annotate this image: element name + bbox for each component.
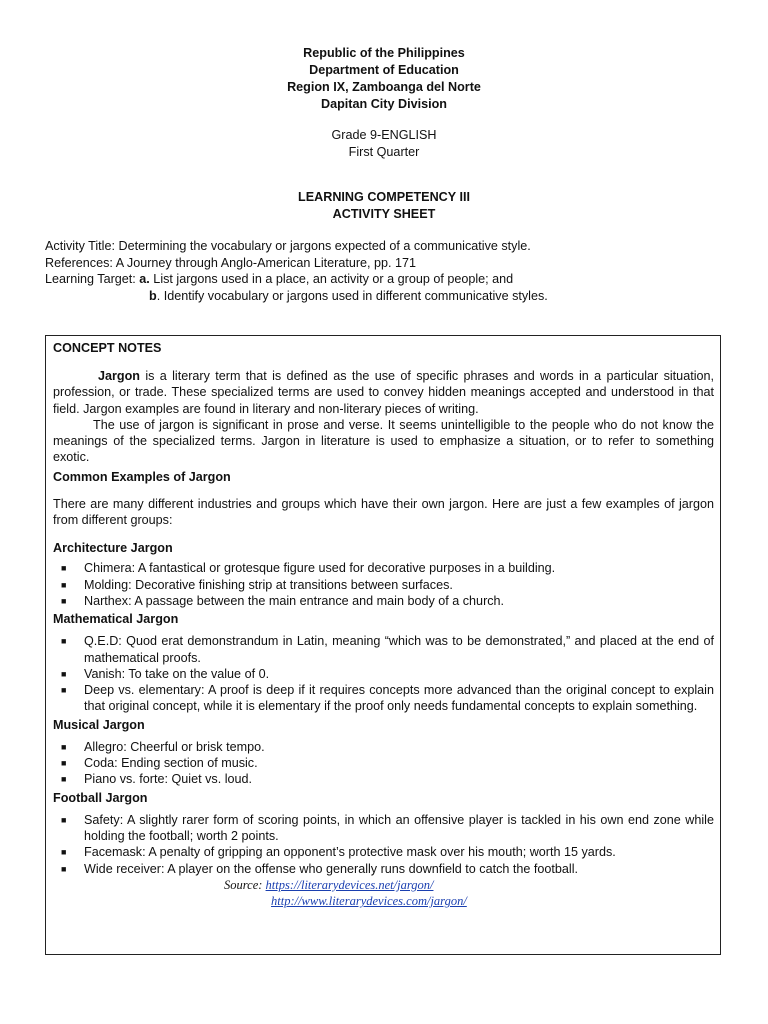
list-item-text: Coda: Ending section of music. bbox=[84, 756, 258, 771]
football-jargon-list bbox=[53, 812, 714, 877]
bullet-icon: ■ bbox=[61, 579, 67, 590]
activity-meta bbox=[45, 238, 745, 304]
learning-target-a bbox=[45, 271, 745, 288]
list-item bbox=[53, 666, 714, 682]
jargon-term: Jargon bbox=[98, 369, 140, 383]
references: References: A Journey through Anglo-American Literature, pp. 171 bbox=[45, 255, 417, 270]
list-item-text: Allegro: Cheerful or brisk tempo. bbox=[84, 739, 265, 754]
list-item bbox=[53, 861, 714, 877]
target-b-marker: b bbox=[149, 288, 157, 303]
bullet-icon: ■ bbox=[61, 563, 67, 574]
list-item bbox=[53, 755, 714, 771]
list-item-text: Deep vs. elementary: A proof is deep if it requires concepts more advanced than the original concept to explain that original concept, while it is elementary if the proof only needs fundamental concepts to explain something. bbox=[84, 683, 714, 714]
architecture-jargon-list bbox=[53, 560, 714, 609]
list-item bbox=[53, 593, 714, 609]
bullet-icon: ■ bbox=[61, 863, 67, 874]
header-department: Department of Education bbox=[309, 63, 459, 77]
activity-title: Activity Title: Determining the vocabulary or jargons expected of a communicative style. bbox=[45, 239, 531, 253]
list-item-text: Chimera: A fantastical or grotesque figure used for decorative purposes in a building. bbox=[84, 561, 556, 576]
list-item-text: Vanish: To take on the value of 0. bbox=[84, 666, 270, 681]
list-item bbox=[53, 812, 714, 845]
football-jargon-heading: Football Jargon bbox=[53, 790, 148, 805]
bullet-icon: ■ bbox=[61, 741, 67, 752]
list-item-text: Q.E.D: Quod erat demonstrandum in Latin, meaning “which was to be demonstrated,” and placed at the end of mathematical proofs. bbox=[84, 634, 714, 665]
list-item-text: Wide receiver: A player on the offense who generally runs downfield to catch the football. bbox=[84, 861, 579, 876]
bullet-icon: ■ bbox=[61, 668, 67, 679]
source-link-literarydevices-com[interactable]: http://www.literarydevices.com/jargon/ bbox=[271, 894, 467, 909]
quarter: First Quarter bbox=[348, 145, 420, 159]
header-division: Dapitan City Division bbox=[321, 97, 447, 111]
list-item-text: Safety: A slightly rarer form of scoring points, in which an offensive player is tackled in his own end zone while holding the football; worth 2 points. bbox=[84, 812, 714, 843]
common-examples-paragraph: There are many different industries and groups which have their own jargon. Here are just a few examples of jargon from different groups: bbox=[53, 496, 714, 528]
list-item bbox=[53, 682, 714, 715]
competency-header bbox=[0, 189, 768, 223]
target-a-text: List jargons used in a place, an activity or a group of people; and bbox=[149, 272, 514, 286]
source-link-literarydevices-net[interactable]: https://literarydevices.net/jargon/ bbox=[265, 877, 434, 892]
list-item bbox=[53, 577, 714, 593]
target-a-marker: a. bbox=[139, 272, 150, 286]
list-item-text: Piano vs. forte: Quiet vs. loud. bbox=[84, 772, 252, 787]
musical-jargon-heading: Musical Jargon bbox=[53, 717, 145, 732]
school-header bbox=[0, 45, 768, 113]
header-region: Region IX, Zamboanga del Norte bbox=[287, 80, 481, 94]
source-line-2 bbox=[53, 893, 714, 910]
target-b-text: . Identify vocabulary or jargons used in different communicative styles. bbox=[156, 288, 548, 303]
bullet-icon: ■ bbox=[61, 814, 67, 825]
concept-notes-box bbox=[45, 335, 721, 955]
bullet-icon: ■ bbox=[61, 636, 67, 647]
bullet-icon: ■ bbox=[61, 685, 67, 696]
list-item bbox=[53, 560, 714, 576]
sheet-title: ACTIVITY SHEET bbox=[332, 207, 436, 221]
bullet-icon: ■ bbox=[61, 758, 67, 769]
grade-level: Grade 9-ENGLISH bbox=[331, 128, 437, 142]
jargon-usage-paragraph: The use of jargon is significant in prose and verse. It seems unintelligible to the people who do not know the meanings of the specialized terms. Jargon in literature is used to emphasize a situation, or to refer to something exotic. bbox=[53, 417, 714, 465]
concept-notes-heading: CONCEPT NOTES bbox=[53, 341, 162, 355]
grade-header bbox=[0, 127, 768, 161]
common-examples-heading: Common Examples of Jargon bbox=[53, 469, 231, 484]
bullet-icon: ■ bbox=[61, 847, 67, 858]
list-item-text: Molding: Decorative finishing strip at transitions between surfaces. bbox=[84, 577, 453, 592]
jargon-definition-paragraph bbox=[53, 368, 714, 417]
source-line-1 bbox=[53, 877, 714, 894]
header-republic: Republic of the Philippines bbox=[303, 46, 465, 60]
architecture-jargon-heading: Architecture Jargon bbox=[53, 541, 173, 556]
learning-target-b bbox=[45, 288, 745, 305]
source-label: Source: bbox=[224, 877, 266, 892]
jargon-sections bbox=[53, 540, 714, 876]
bullet-icon: ■ bbox=[61, 774, 67, 785]
jargon-definition-text: is a literary term that is defined as the use of specific phrases and words in a particular situation, profession, or trade. These specialized terms are used to convey hidden meanings accepted and understood in that field. Jargon examples are found in literary and non-literary pieces of writing. bbox=[53, 369, 714, 416]
list-item bbox=[53, 844, 714, 860]
target-label: Learning Target: bbox=[45, 272, 140, 286]
list-item-text: Facemask: A penalty of gripping an opponent’s protective mask over his mouth; worth 15 yards. bbox=[84, 845, 616, 860]
mathematical-jargon-heading: Mathematical Jargon bbox=[53, 612, 179, 627]
competency-title: LEARNING COMPETENCY III bbox=[298, 190, 470, 204]
musical-jargon-list bbox=[53, 739, 714, 788]
list-item bbox=[53, 771, 714, 787]
mathematical-jargon-list bbox=[53, 633, 714, 714]
list-item-text: Narthex: A passage between the main entrance and main body of a church. bbox=[84, 593, 505, 608]
list-item bbox=[53, 739, 714, 755]
list-item bbox=[53, 633, 714, 666]
bullet-icon: ■ bbox=[61, 595, 67, 606]
